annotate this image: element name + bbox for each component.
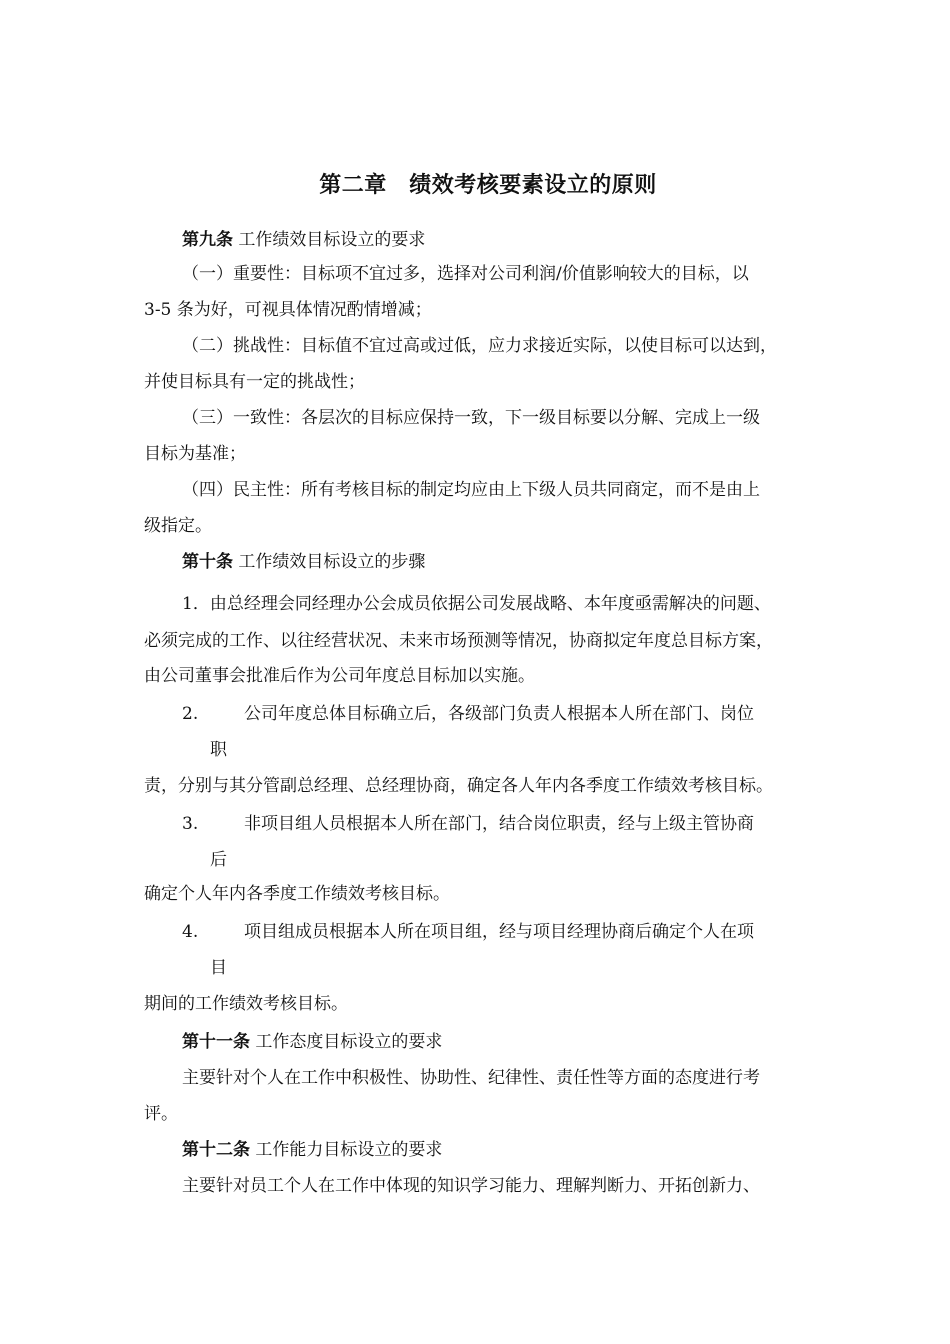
article-10-step-4-number: 4.: [182, 922, 199, 942]
article-10-title: 工作绩效目标设立的步骤: [233, 552, 426, 572]
article-9-item-1-line-2: 3-5 条为好，可视具体情况酌情增减；: [144, 300, 432, 320]
article-11-line-2: 评。: [144, 1104, 178, 1124]
article-10-step-1-line-3: 由公司董事会批准后作为公司年度总目标加以实施。: [144, 666, 535, 686]
article-9-item-2-line-2: 并使目标具有一定的挑战性；: [144, 372, 365, 392]
article-9-item-3-line-2: 目标为基准；: [144, 444, 246, 464]
article-10-step-2-wrap: 职: [210, 740, 227, 760]
article-9-item-4-line-1: （四）民主性：所有考核目标的制定均应由上下级人员共同商定，而不是由上: [182, 480, 760, 500]
article-10-step-3-line-1: 非项目组人员根据本人所在部门，结合岗位职责，经与上级主管协商: [244, 814, 754, 834]
article-10-step-4-line-2: 期间的工作绩效考核目标。: [144, 994, 348, 1014]
article-10-step-2-line-2: 责，分别与其分管副总经理、总经理协商，确定各人年内各季度工作绩效考核目标。: [144, 776, 773, 796]
article-10-step-4-wrap: 目: [210, 958, 227, 978]
article-11-line-1: 主要针对个人在工作中积极性、协助性、纪律性、责任性等方面的态度进行考: [182, 1068, 760, 1088]
article-12-title: 工作能力目标设立的要求: [250, 1140, 443, 1160]
article-12-heading-line: [182, 1138, 442, 1162]
article-10-step-2-line-1: 公司年度总体目标确立后，各级部门负责人根据本人所在部门、岗位: [244, 704, 754, 724]
article-9-item-4-line-2: 级指定。: [144, 516, 212, 536]
article-10-step-1-line-1: 1．由总经理会同经理办公会成员依据公司发展战略、本年度亟需解决的问题、: [182, 594, 771, 614]
article-9-label: 第九条: [182, 230, 233, 250]
article-10-step-4-line-1: 项目组成员根据本人所在项目组，经与项目经理协商后确定个人在项: [244, 922, 754, 942]
article-11-heading-line: [182, 1030, 442, 1054]
article-12-line-1: 主要针对员工个人在工作中体现的知识学习能力、理解判断力、开拓创新力、: [182, 1176, 760, 1196]
article-10-step-3-line-2: 确定个人年内各季度工作绩效考核目标。: [144, 884, 450, 904]
article-11-label: 第十一条: [182, 1032, 250, 1052]
article-10-step-3-wrap: 后: [210, 850, 227, 870]
article-11-title: 工作态度目标设立的要求: [250, 1032, 443, 1052]
article-9-heading-line: [182, 228, 425, 252]
article-10-heading-line: [182, 550, 425, 574]
article-9-item-1-line-1: （一）重要性：目标项不宜过多，选择对公司利润/价值影响较大的目标，以: [182, 264, 749, 284]
article-12-label: 第十二条: [182, 1140, 250, 1160]
article-9-item-2-line-1: （二）挑战性：目标值不宜过高或过低，应力求接近实际，以使目标可以达到，: [182, 336, 777, 356]
chapter-title: 第二章 绩效考核要素设立的原则: [319, 172, 657, 198]
article-10-step-3-number: 3.: [182, 814, 199, 834]
article-10-step-1-line-2: 必须完成的工作、以往经营状况、未来市场预测等情况，协商拟定年度总目标方案，: [144, 631, 773, 651]
article-10-step-2-number: 2.: [182, 704, 199, 724]
article-9-title: 工作绩效目标设立的要求: [233, 230, 426, 250]
article-9-item-3-line-1: （三）一致性：各层次的目标应保持一致，下一级目标要以分解、完成上一级: [182, 408, 760, 428]
article-10-label: 第十条: [182, 552, 233, 572]
